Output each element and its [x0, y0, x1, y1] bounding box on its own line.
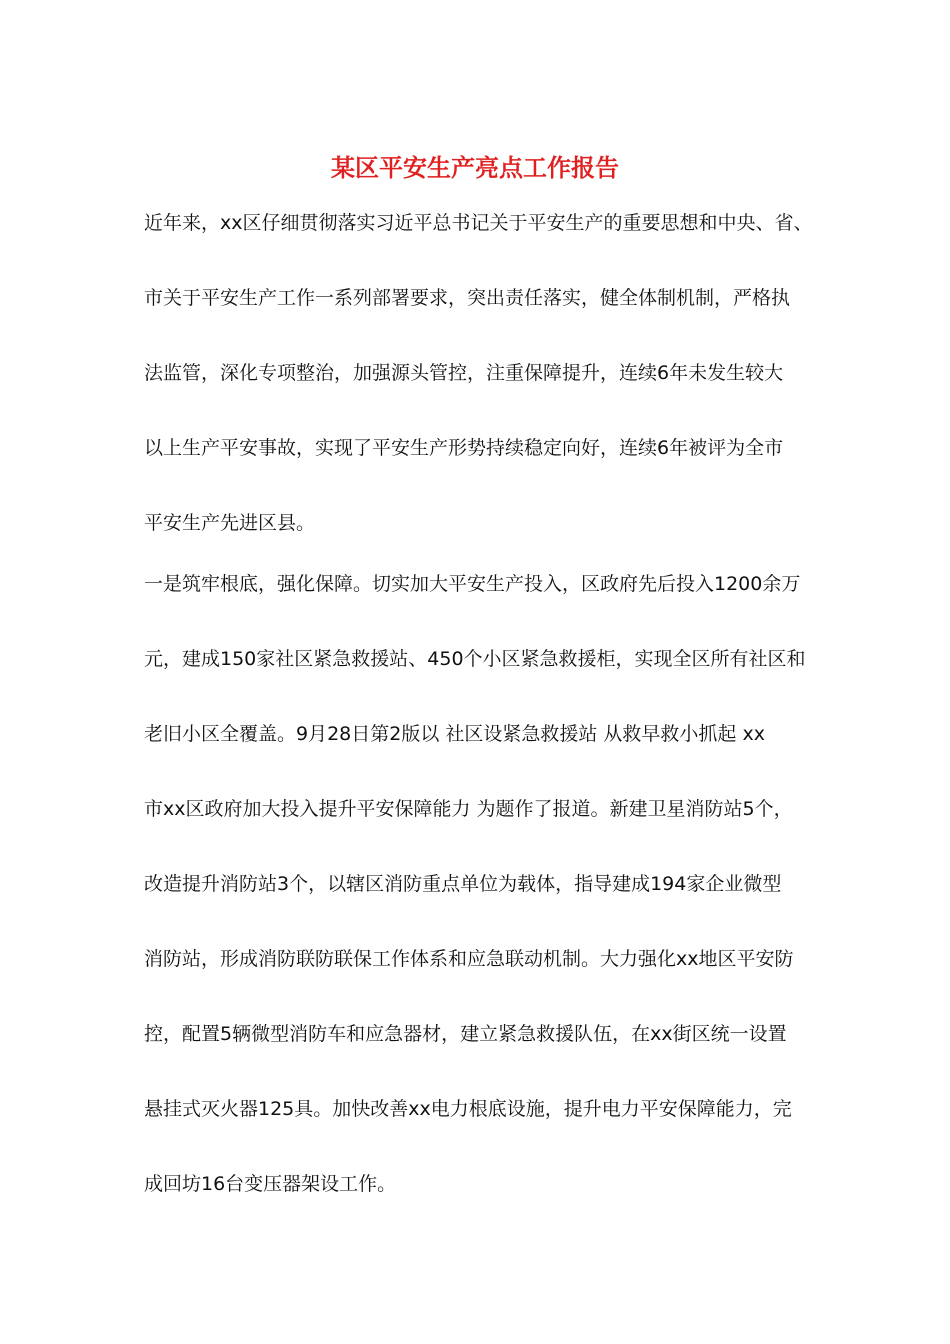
paragraph-line: 老旧小区全覆盖。9月28日第2版以 社区设紧急救援站 从救早救小抓起 xx: [144, 723, 765, 745]
paragraph-line: 市xx区政府加大投入提升平安保障能力 为题作了报道。新建卫星消防站5个，: [144, 798, 793, 820]
paragraph-line: 控，配置5辆微型消防车和应急器材，建立紧急救援队伍，在xx街区统一设置: [144, 1023, 787, 1045]
paragraph-line: 成回坊16台变压器架设工作。: [144, 1173, 397, 1195]
paragraph-line: 悬挂式灭火器125具。加快改善xx电力根底设施，提升电力平安保障能力，完: [144, 1098, 792, 1120]
paragraph-line: 市关于平安生产工作一系列部署要求，突出责任落实，健全体制机制，严格执: [144, 287, 791, 309]
paragraph-line: 平安生产先进区县。: [144, 512, 316, 534]
paragraph-line: 以上生产平安事故，实现了平安生产形势持续稳定向好，连续6年被评为全市: [144, 437, 784, 459]
document-title: 某区平安生产亮点工作报告: [331, 153, 619, 182]
paragraph-line: 一是筑牢根底，强化保障。切实加大平安生产投入，区政府先后投入1200余万: [144, 573, 801, 595]
paragraph-line: 消防站，形成消防联防联保工作体系和应急联动机制。大力强化xx地区平安防: [144, 948, 794, 970]
paragraph-line: 元，建成150家社区紧急救援站、450个小区紧急救援柜，实现全区所有社区和: [144, 648, 806, 670]
paragraph-line: 改造提升消防站3个，以辖区消防重点单位为载体，指导建成194家企业微型: [144, 873, 782, 895]
paragraph-line: 近年来，xx区仔细贯彻落实习近平总书记关于平安生产的重要思想和中央、省、: [144, 212, 813, 234]
paragraph-line: 法监管，深化专项整治，加强源头管控，注重保障提升，连续6年未发生较大: [144, 362, 784, 384]
